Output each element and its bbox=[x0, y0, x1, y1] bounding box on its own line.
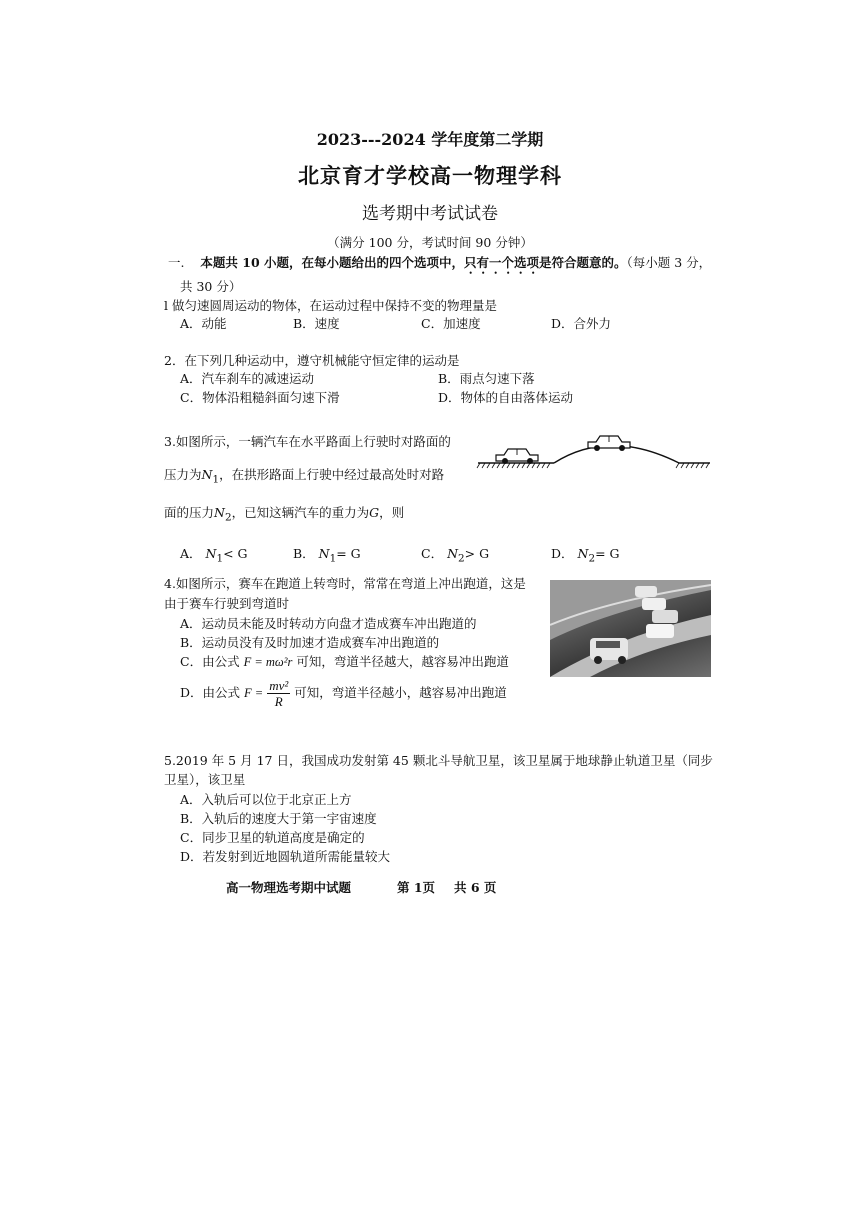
q4-option-d: D．由公式 F = $\frac{\text{mv²}}{R}$ 可知，弯道半径越小，越容易冲出跑道 bbox=[180, 678, 507, 709]
q4-option-c: C．由公式 F = mω²r 可知，弯道半径越大，越容易冲出跑道 bbox=[180, 654, 509, 669]
q4-option-b: B．运动员没有及时加速才造成赛车冲出跑道的 bbox=[180, 635, 440, 650]
section-score: （每小题 3 分， bbox=[626, 255, 712, 270]
q4-line1: 4.如图所示，赛车在跑道上转弯时，常常在弯道上冲出跑道，这是 bbox=[164, 576, 526, 591]
footer-page: 第 1页 bbox=[397, 880, 436, 895]
q3-option-b: B． $N_1= G$ bbox=[293, 546, 361, 565]
section-score-cont: 共 30 分） bbox=[180, 279, 242, 294]
fraction-mv2-over-r: $\frac{\text{mv²}}{R}$ bbox=[269, 678, 289, 709]
q1-stem: l 做匀速圆周运动的物体，在运动过程中保持不变的物理量是 bbox=[164, 298, 497, 313]
q2-stem: 2．在下列几种运动中，遵守机械能守恒定律的运动是 bbox=[164, 353, 460, 368]
emphasis-text: 只有一个选项 bbox=[464, 255, 540, 270]
arched-road bbox=[554, 446, 710, 469]
section-label: 一. bbox=[168, 255, 185, 270]
q3-line1: 3.如图所示，一辆汽车在水平路面上行驶时对路面的 bbox=[164, 434, 451, 449]
q1-option-a: A．动能 bbox=[180, 316, 227, 331]
road-figure bbox=[474, 430, 714, 480]
exam-meta: （满分 100 分，考试时间 90 分钟） bbox=[327, 235, 533, 250]
q2-option-d: D．物体的自由落体运动 bbox=[438, 390, 574, 405]
q3-option-c: C． $N_2> G$ bbox=[421, 546, 490, 565]
q3-option-a: A． $N_1< G$ bbox=[180, 546, 248, 565]
term-heading: 2023---2024 学年度第二学期 bbox=[316, 130, 544, 149]
exam-title: 选考期中考试试卷 bbox=[362, 204, 498, 224]
flat-road bbox=[477, 463, 554, 468]
q5-option-a: A．入轨后可以位于北京正上方 bbox=[180, 792, 352, 807]
q3-option-d: D． $N_2= G$ bbox=[551, 546, 620, 565]
section-instructions bbox=[168, 253, 711, 277]
q4-line2: 由于赛车行驶到弯道时 bbox=[164, 596, 290, 611]
q3-line2: 压力为$N_1$，在拱形路面上行驶中经过最高处时对路 bbox=[164, 467, 445, 486]
q5-option-c: C．同步卫星的轨道高度是确定的 bbox=[180, 830, 365, 845]
q2-option-a: A．汽车刹车的减速运动 bbox=[180, 371, 315, 386]
q3-line3: 面的压力$N_2$，已知这辆汽车的重力为G，则 bbox=[164, 505, 405, 524]
footer-title: 高一物理选考期中试题 bbox=[226, 880, 352, 895]
car-on-flat-icon bbox=[496, 449, 538, 464]
q5-option-b: B．入轨后的速度大于第一宇宙速度 bbox=[180, 811, 377, 826]
q1-option-c: C．加速度 bbox=[421, 316, 481, 331]
q2-option-c: C．物体沿粗糙斜面匀速下滑 bbox=[180, 390, 340, 405]
q1-option-d: D．合外力 bbox=[551, 316, 612, 331]
footer-total: 共 6 页 bbox=[454, 880, 497, 895]
school-title: 北京育才学校高一物理学科 bbox=[298, 163, 562, 188]
q4-option-a: A．运动员未能及时转动方向盘才造成赛车冲出跑道的 bbox=[180, 616, 477, 631]
race-cars-photo bbox=[550, 580, 711, 677]
q5-line2: 卫星），该卫星 bbox=[164, 772, 246, 787]
q2-option-b: B．雨点匀速下落 bbox=[438, 371, 535, 386]
q5-option-d: D．若发射到近地圆轨道所需能量较大 bbox=[180, 849, 391, 864]
q5-line1: 5.2019 年 5 月 17 日，我国成功发射第 45 颗北斗导航卫星，该卫星属于地球静止轨道卫星（同步 bbox=[164, 753, 713, 768]
section-intro: 本题共 10 小题，在每小题给出的四个选项中，只有一个选项是符合题意的。 bbox=[200, 255, 627, 270]
q1-option-b: B．速度 bbox=[293, 316, 340, 331]
car-on-arch-icon bbox=[588, 436, 630, 451]
